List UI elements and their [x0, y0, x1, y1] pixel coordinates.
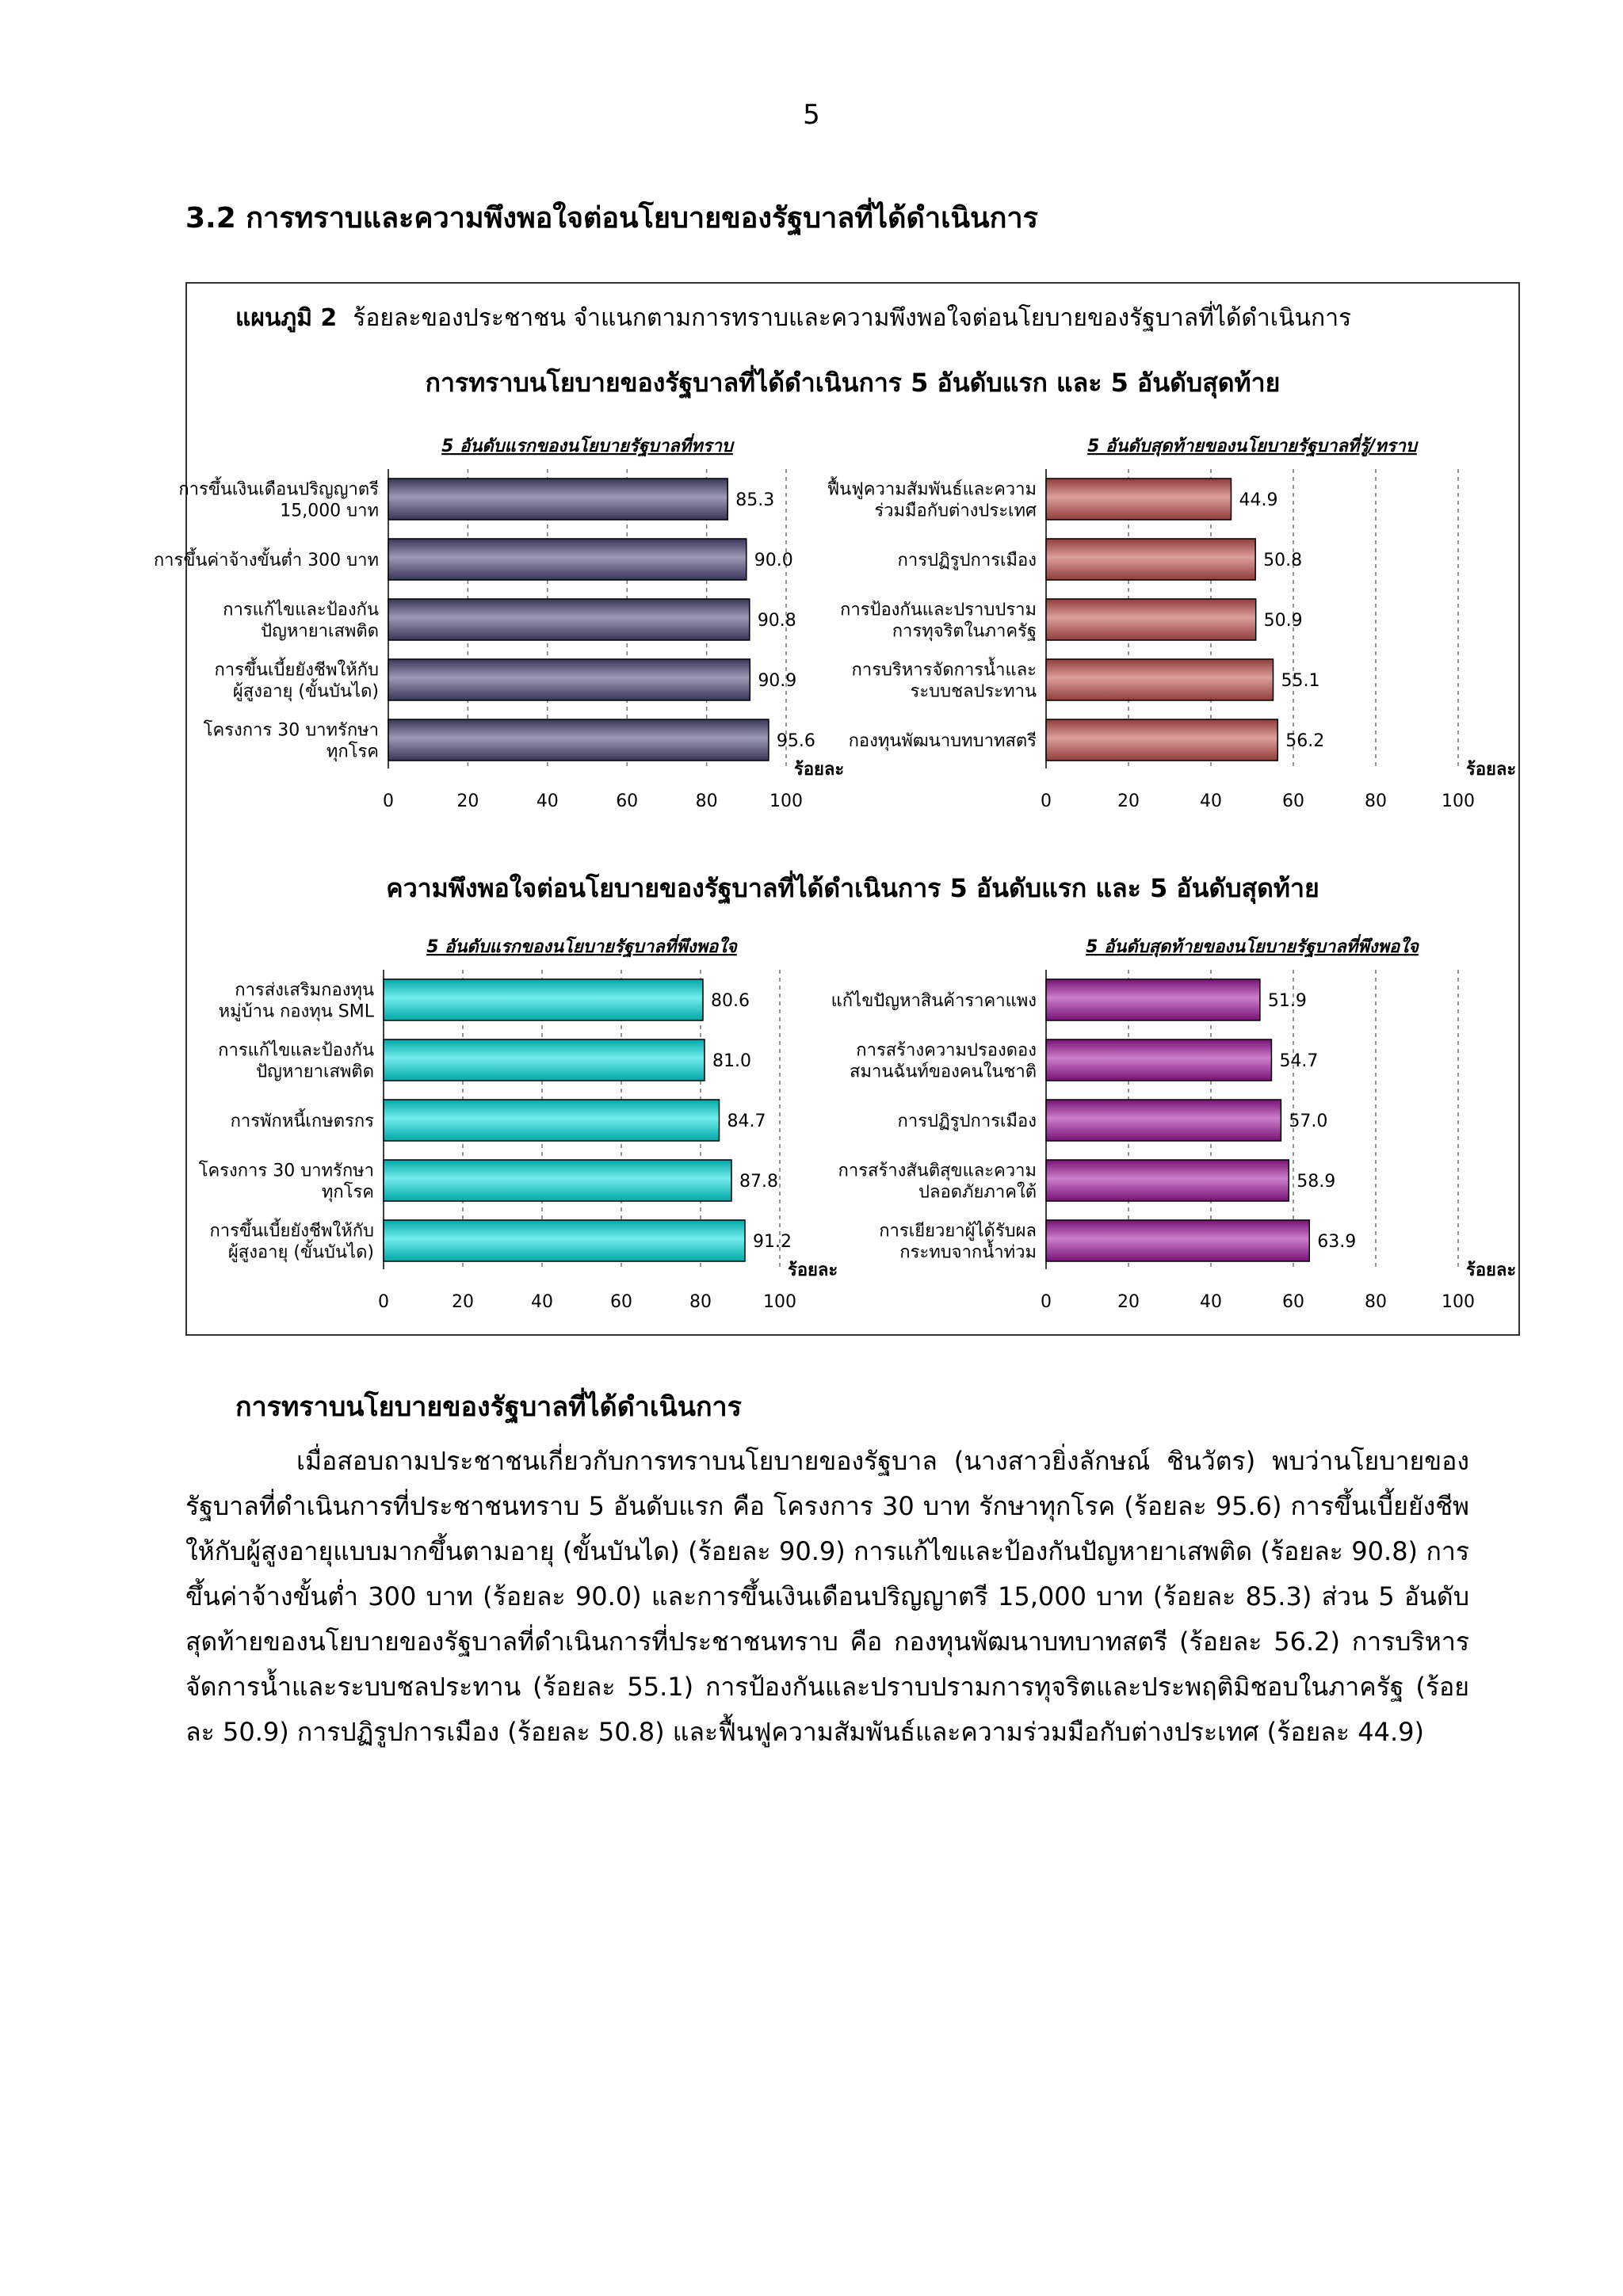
x-tick-label: 100 — [763, 1292, 796, 1312]
category-label: การขึ้นเบี้ยยังชีพให้กับ — [214, 660, 379, 681]
data-label: 51.9 — [1267, 991, 1307, 1011]
x-tick-label: 60 — [616, 791, 639, 811]
category-label: การสร้างความปรองดอง — [856, 1040, 1037, 1061]
category-label: การขึ้นเงินเดือนปริญญาตรี — [178, 479, 379, 500]
category-label: ทุกโรค — [321, 1182, 374, 1203]
chart-title: 5 อันดับแรกของนโยบายรัฐบาลที่พึงพอใจ — [426, 937, 737, 957]
category-label: 15,000 บาท — [280, 501, 379, 521]
x-axis-label: ร้อยละ — [794, 760, 845, 780]
x-tick-label: 100 — [1442, 791, 1475, 811]
category-label: กระทบจากน้ำท่วม — [899, 1242, 1037, 1263]
x-tick-label: 60 — [1282, 791, 1304, 811]
bar — [388, 479, 727, 520]
category-label: ปัญหายาเสพติด — [256, 1062, 374, 1082]
chart-awareness-bottom — [816, 428, 1520, 824]
x-tick-label: 80 — [1365, 1292, 1387, 1312]
x-tick-label: 20 — [452, 1292, 474, 1312]
category-label: ร่วมมือกับต่างประเทศ — [874, 501, 1037, 521]
data-label: 87.8 — [739, 1172, 778, 1192]
category-label: การปฏิรูปการเมือง — [897, 1112, 1037, 1131]
category-label: การแก้ไขและป้องกัน — [218, 1040, 374, 1061]
body-paragraph: เมื่อสอบถามประชาชนเกี่ยวกับการทราบนโยบายของรัฐบาล (นางสาวยิ่งลักษณ์ ชินวัตร) พบว่านโยบายของรัฐบาลที่ดำเนินการที่ประชาชนทราบ 5 อันดับแรก คือ โครงการ 30 บาท รักษาทุกโรค (ร้อยละ 95.6) การขึ้นเบี้ยยังชีพให้กับผู้สูงอายุแบบมากขึ้นตามอายุ (ขั้นบันได) (ร้อยละ 90.9) การแก้ไขและป้องกันปัญหายาเสพติด (ร้อยละ 90.8) การขึ้นค่าจ้างขั้นต่ำ 300 บาท (ร้อยละ 90.0) และการขึ้นเงินเดือนปริญญาตรี 15,000 บาท (ร้อยละ 85.3) ส่วน 5 อันดับสุดท้ายของนโยบายของรัฐบาลที่ดำเนินการที่ประชาชนทราบ คือ กองทุนพัฒนาบทบาทสตรี (ร้อยละ 56.2) การบริหารจัดการน้ำและระบบชลประทาน (ร้อยละ 55.1) การป้องกันและปราบปรามการทุจริตและประพฤติมิชอบในภาครัฐ (ร้อยละ 50.9) การปฏิรูปการเมือง (ร้อยละ 50.8) และฟื้นฟูความสัมพันธ์และความร่วมมือกับต่างประเทศ (ร้อยละ 44.9) — [185, 1446, 1470, 1747]
x-tick-label: 60 — [610, 1292, 632, 1312]
category-label: การเยียวยาผู้ได้รับผล — [879, 1221, 1037, 1241]
data-label: 58.9 — [1296, 1172, 1336, 1192]
category-label: หมู่บ้าน กองทุน SML — [218, 1001, 374, 1022]
x-tick-label: 20 — [1117, 1292, 1140, 1312]
data-label: 50.9 — [1263, 611, 1303, 631]
x-tick-label: 0 — [378, 1292, 389, 1312]
x-axis-label: ร้อยละ — [1466, 760, 1517, 780]
data-label: 85.3 — [735, 490, 775, 510]
data-label: 91.2 — [753, 1232, 792, 1252]
bar — [1046, 659, 1274, 700]
satisfaction-group-title: ความพึงพอใจต่อนโยบายของรัฐบาลที่ได้ดำเนินการ 5 อันดับแรก และ 5 อันดับสุดท้าย — [386, 873, 1319, 903]
x-tick-label: 100 — [1442, 1292, 1475, 1312]
data-label: 80.6 — [711, 991, 750, 1011]
sub-heading: การทราบนโยบายของรัฐบาลที่ได้ดำเนินการ — [235, 1391, 742, 1423]
x-tick-label: 0 — [1041, 791, 1052, 811]
bar — [1046, 599, 1256, 640]
awareness-group-title: การทราบนโยบายของรัฐบาลที่ได้ดำเนินการ 5 อันดับแรก และ 5 อันดับสุดท้าย — [425, 368, 1281, 398]
x-tick-label: 80 — [1365, 791, 1387, 811]
figure-label: แผนภูมิ 2 — [235, 304, 338, 332]
bar — [1046, 979, 1260, 1020]
chart-title: 5 อันดับสุดท้ายของนโยบายรัฐบาลที่พึงพอใจ — [1086, 937, 1419, 957]
category-label: ผู้สูงอายุ (ขั้นบันได) — [232, 681, 379, 702]
chart-awareness-top — [153, 428, 845, 824]
chart-title: 5 อันดับสุดท้ายของนโยบายรัฐบาลที่รู้/ทราบ — [1087, 437, 1417, 456]
figure-caption — [235, 299, 1351, 337]
bar — [1046, 539, 1255, 580]
bar — [388, 659, 750, 700]
category-label: การสร้างสันติสุขและความ — [838, 1161, 1037, 1181]
category-label: สมานฉันท์ของคนในชาติ — [850, 1062, 1037, 1082]
x-tick-label: 40 — [1200, 791, 1222, 811]
x-tick-label: 20 — [1117, 791, 1140, 811]
bar — [1046, 479, 1231, 520]
data-label: 44.9 — [1239, 490, 1278, 510]
data-label: 90.0 — [754, 551, 793, 570]
category-label: โครงการ 30 บาทรักษา — [203, 720, 379, 741]
chart-satisfaction-bottom — [816, 929, 1520, 1325]
chart-title: 5 อันดับแรกของนโยบายรัฐบาลที่ทราบ — [441, 437, 733, 456]
x-tick-label: 0 — [1041, 1292, 1052, 1312]
x-tick-label: 40 — [536, 791, 559, 811]
bar — [1046, 1220, 1309, 1261]
data-label: 81.0 — [712, 1051, 751, 1071]
category-label: การทุจริตในภาครัฐ — [892, 621, 1037, 642]
bar — [1046, 1160, 1289, 1201]
x-axis-label: ร้อยละ — [1466, 1261, 1517, 1280]
category-label: แก้ไขปัญหาสินค้าราคาแพง — [831, 991, 1037, 1011]
chart-satisfaction-top — [185, 929, 838, 1325]
category-label: การปฏิรูปการเมือง — [897, 551, 1037, 570]
category-label: ผู้สูงอายุ (ขั้นบันได) — [227, 1242, 374, 1263]
x-tick-label: 80 — [695, 791, 718, 811]
bar — [384, 1100, 720, 1141]
bar — [1046, 719, 1277, 761]
bar — [388, 539, 747, 580]
x-tick-label: 100 — [769, 791, 803, 811]
category-label: กองทุนพัฒนาบทบาทสตรี — [848, 731, 1037, 751]
data-label: 57.0 — [1289, 1112, 1328, 1131]
data-label: 63.9 — [1317, 1232, 1357, 1252]
bar — [384, 1220, 745, 1261]
bar — [1046, 1039, 1271, 1081]
category-label: การป้องกันและปราบปราม — [840, 600, 1037, 620]
category-label: ปัญหายาเสพติด — [261, 621, 379, 642]
x-tick-label: 80 — [689, 1292, 712, 1312]
category-label: การพักหนี้เกษตรกร — [230, 1112, 374, 1131]
x-tick-label: 40 — [531, 1292, 553, 1312]
x-tick-label: 40 — [1200, 1292, 1222, 1312]
figure-caption-text: ร้อยละของประชาชน จำแนกตามการทราบและความพึงพอใจต่อนโยบายของรัฐบาลที่ได้ดำเนินการ — [353, 304, 1352, 332]
category-label: การขึ้นค่าจ้างขั้นต่ำ 300 บาท — [153, 551, 379, 570]
bar — [388, 599, 750, 640]
x-axis-label: ร้อยละ — [788, 1261, 838, 1280]
data-label: 90.8 — [757, 611, 796, 631]
page-number: 5 — [803, 99, 820, 131]
x-tick-label: 0 — [383, 791, 394, 811]
data-label: 56.2 — [1285, 731, 1325, 751]
data-label: 54.7 — [1279, 1051, 1319, 1071]
data-label: 50.8 — [1263, 551, 1303, 570]
category-label: ทุกโรค — [326, 742, 379, 762]
category-label: ฟื้นฟูความสัมพันธ์และความ — [827, 479, 1037, 500]
section-heading: 3.2 การทราบและความพึงพอใจต่อนโยบายของรัฐบาลที่ได้ดำเนินการ — [185, 202, 1038, 235]
bar — [384, 1160, 731, 1201]
bar — [384, 979, 703, 1020]
category-label: โครงการ 30 บาทรักษา — [198, 1161, 374, 1181]
data-label: 95.6 — [776, 731, 815, 751]
category-label: การขึ้นเบี้ยยังชีพให้กับ — [209, 1221, 374, 1241]
x-tick-label: 20 — [456, 791, 479, 811]
category-label: การแก้ไขและป้องกัน — [223, 600, 379, 620]
category-label: ปลอดภัยภาคใต้ — [918, 1182, 1037, 1203]
bar — [384, 1039, 705, 1081]
category-label: การส่งเสริมกองทุน — [235, 980, 374, 1001]
data-label: 55.1 — [1281, 671, 1320, 691]
bar — [1046, 1100, 1281, 1141]
x-tick-label: 60 — [1282, 1292, 1304, 1312]
data-label: 90.9 — [758, 671, 797, 691]
category-label: การบริหารจัดการน้ำและ — [851, 660, 1037, 681]
category-label: ระบบชลประทาน — [910, 681, 1037, 702]
bar — [388, 719, 769, 761]
data-label: 84.7 — [727, 1112, 766, 1131]
